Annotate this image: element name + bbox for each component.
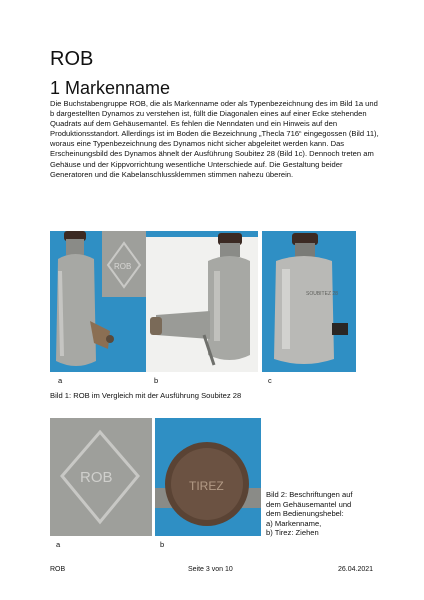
figure2-caption-line: Bild 2: Beschriftungen auf: [266, 490, 353, 499]
figure1-caption: Bild 1: ROB im Vergleich mit der Ausführung Soubitez 28: [50, 391, 242, 400]
figure2-label-b: b: [160, 540, 165, 549]
footer-date: 26.04.2021: [338, 566, 374, 573]
footer-page-number: Seite 3 von 10: [188, 566, 233, 573]
body-paragraph: Die Buchstabengruppe ROB, die als Markenname oder als Typenbezeichnung des im Bild 1a und b dargestellten Dynamos zu verstehen ist, füllt die Diagonalen eines auf einer Ecke stehenden Quadrats auf dem Gehäusemantel. Es fehlen die Nenndaten und ein Hinweis auf den Produktionsstandort. Allerdings ist im Boden die Bezeichnung „Thecla 716“ eingegossen (Bild 11), woraus eine Typenbezeichnung des Dynamos nicht sicher abgeleitet werden kann. Das Erscheinungsbild des Dynamos ähnelt der Ausführung Soubitez 28 (Bild 1c). Dennoch treten am Gehäuse und der Kippvorrichtung wesentliche Unterschiede auf. Die Gestaltung beider Generatoren und die Kabelanschlussklemmen stimmen nahezu überein.: [50, 99, 379, 179]
figure2-caption-line: b) Tirez: Ziehen: [266, 528, 319, 538]
figure2-caption: [266, 490, 386, 538]
rob-lettering-text: ROB: [80, 469, 113, 486]
rob-lettering-image: [50, 418, 152, 536]
inset-rob-text: ROB: [114, 262, 132, 271]
section-heading: 1 Markenname: [50, 78, 171, 98]
soubitez-text: SOUBITEZ 28: [306, 291, 338, 297]
figure2-caption-line: a) Markenname,: [266, 518, 322, 528]
tirez-lever-image: [155, 418, 261, 536]
figure2-photo-b: [155, 418, 261, 536]
dynamo-soubitez-image: [262, 231, 356, 372]
footer-left: ROB: [50, 566, 66, 573]
figure2-caption-line: dem Gehäusemantel und: [266, 499, 352, 509]
figure1-photo-c: [262, 231, 356, 372]
figure1-label-c: c: [268, 376, 272, 385]
figure1-label-b: b: [154, 376, 159, 385]
figure1-label-a: a: [58, 376, 63, 385]
figure2-label-a: a: [56, 540, 61, 549]
figure2-photo-a: [50, 418, 152, 536]
figure2-caption-line: dem Bedienungshebel:: [266, 509, 344, 519]
dynamo-lever-image: [146, 231, 258, 372]
document-title: ROB: [50, 48, 94, 70]
figure1-photo-a: [50, 231, 146, 372]
dynamo-rob-image: [50, 231, 146, 372]
tirez-text: TIREZ: [189, 479, 224, 493]
figure1-photo-b: [146, 231, 258, 372]
